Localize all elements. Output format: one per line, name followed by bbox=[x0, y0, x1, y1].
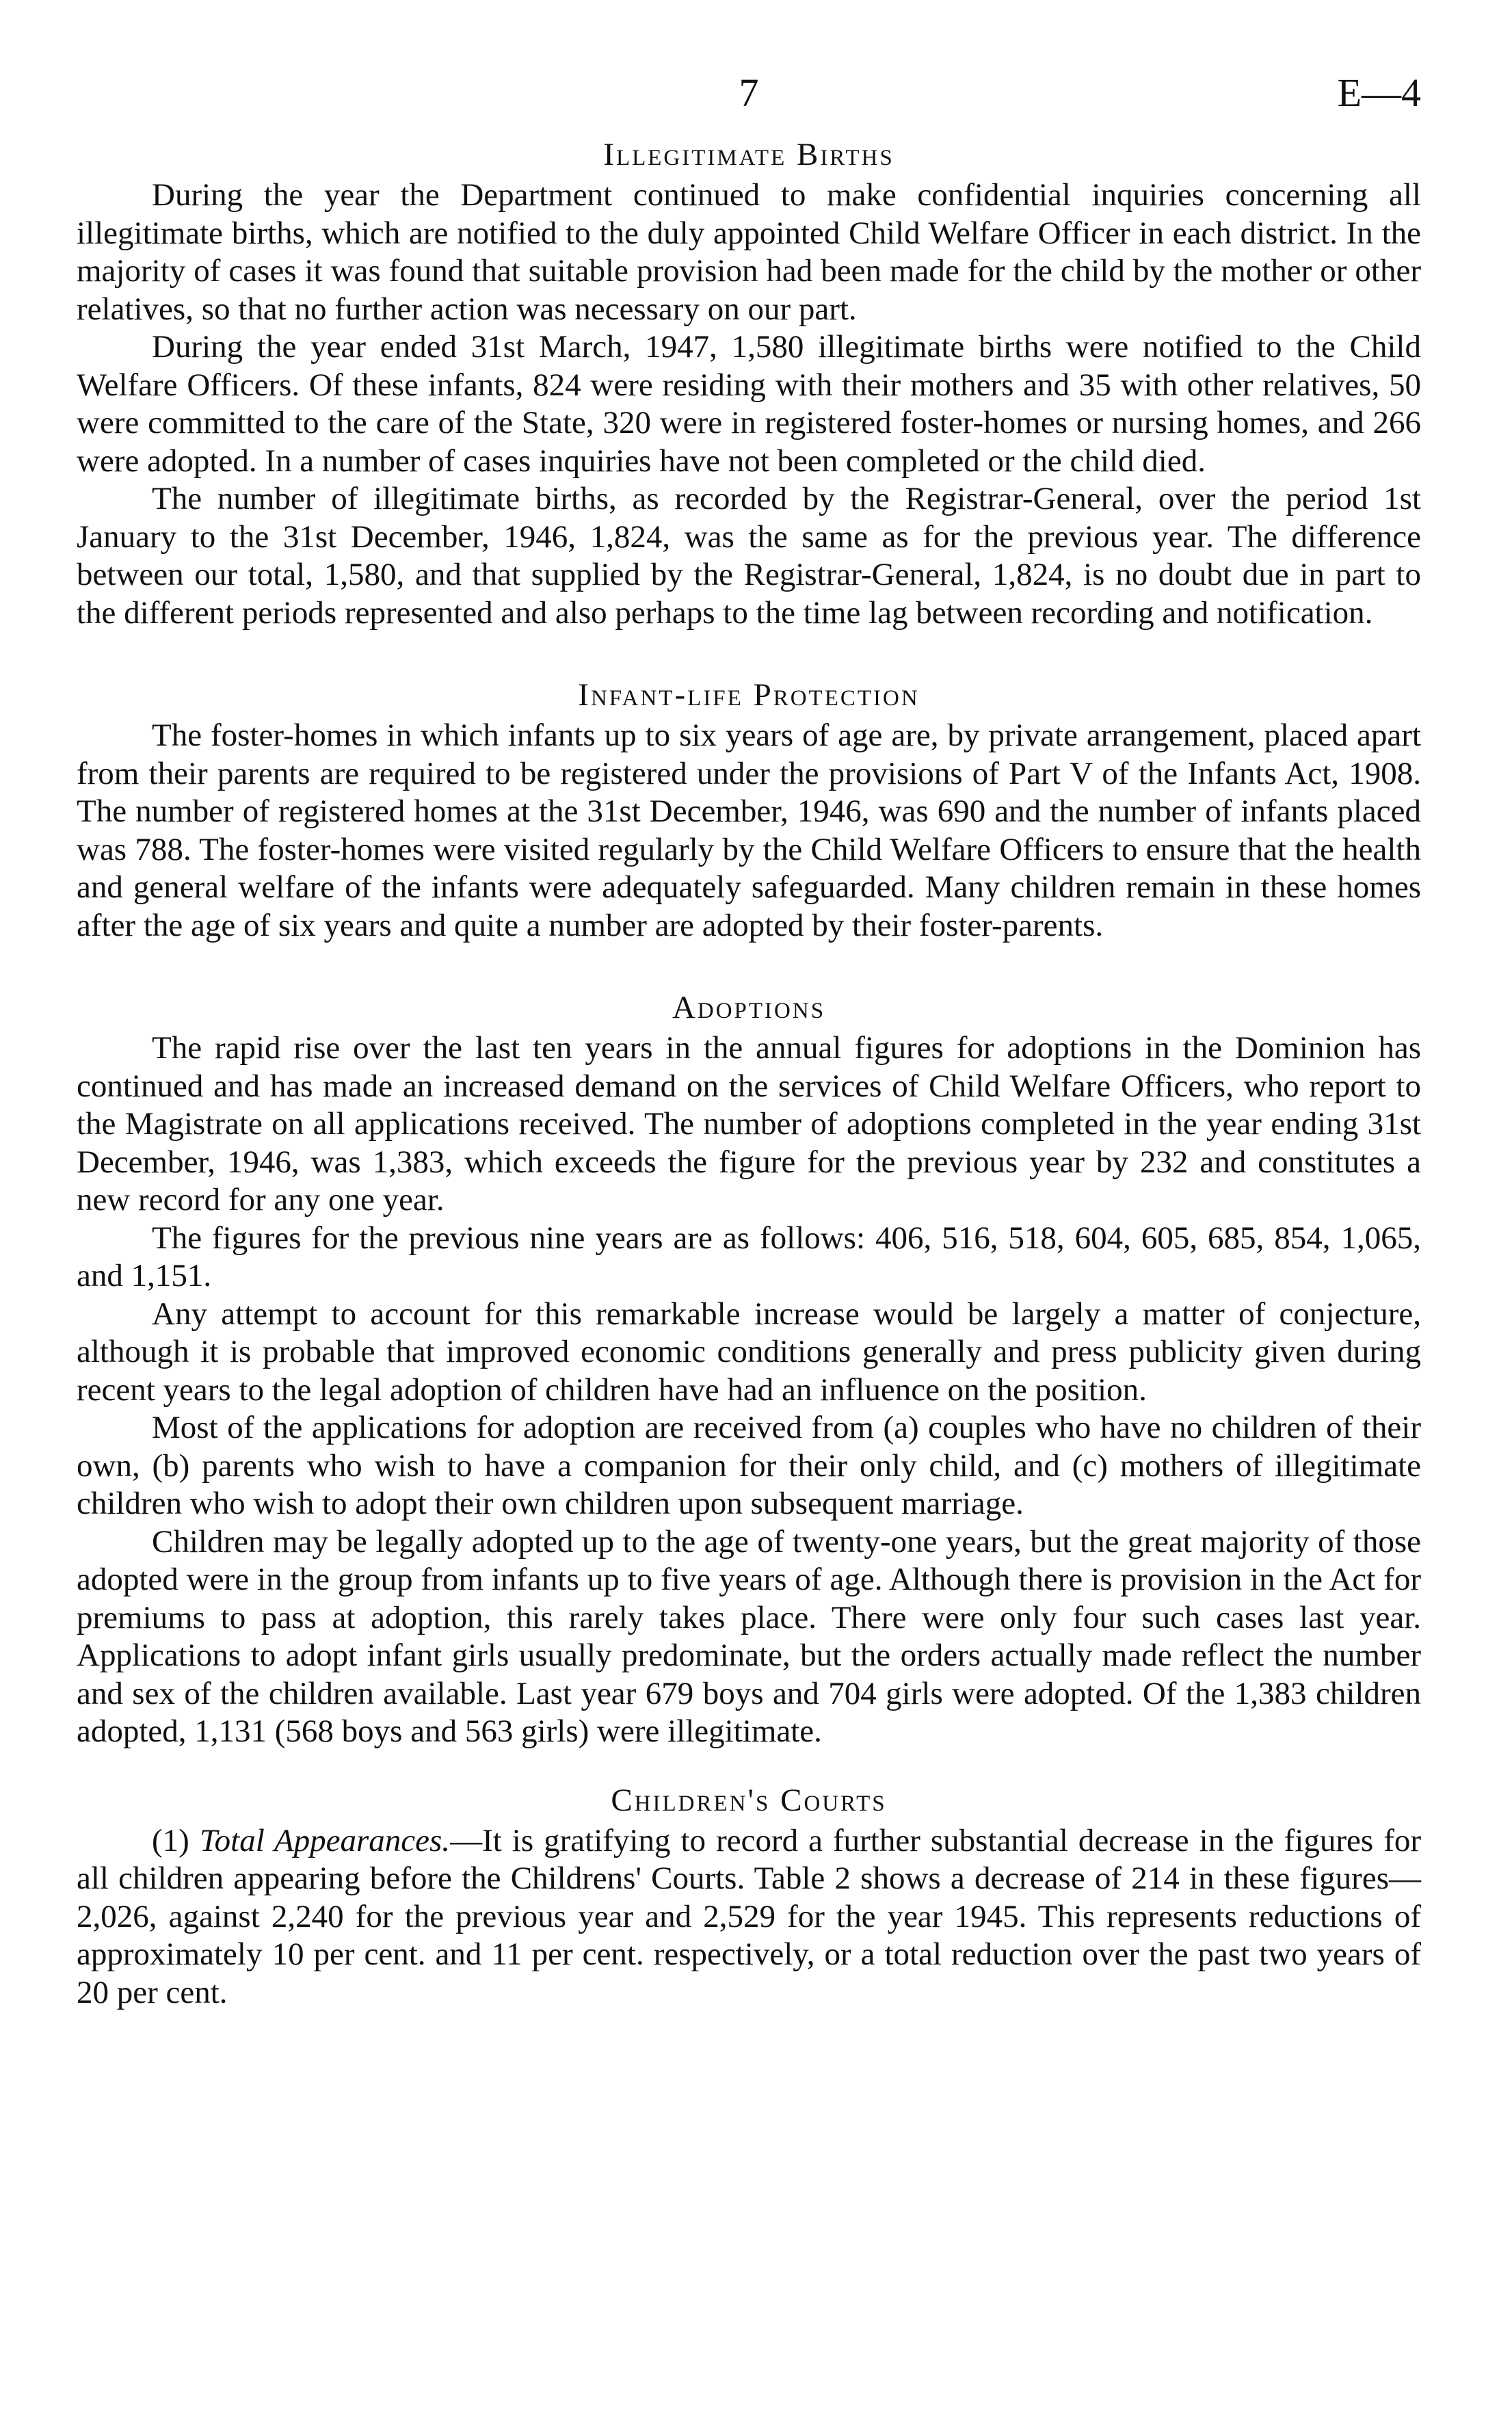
section-childrens-courts bbox=[77, 1780, 1421, 2012]
document-page bbox=[77, 66, 1421, 2012]
page-header bbox=[77, 66, 1421, 131]
paragraph-prefix: (1) bbox=[152, 1822, 200, 1858]
section-illegitimate-births bbox=[77, 134, 1421, 632]
paragraph: The foster-homes in which infants up to six years of age are, by private arrangement, placed apart from their parents are required to be registered under the provisions of Part V of the Infants Act, 1908. The number of registered homes at the 31st December, 1946, was 690 and the number of infants placed was 788. The foster-homes were visited regularly by the Child Welfare Officers to ensure that the health and general welfare of the infants were adequately safeguarded. Many children remain in these homes after the age of six years and quite a number are adopted by their foster-parents. bbox=[77, 718, 1421, 943]
paragraph: The figures for the previous nine years are as follows: 406, 516, 518, 604, 605, 685, 854, 1,065, and 1,151. bbox=[77, 1220, 1421, 1293]
paragraph-text: —It is gratifying to record a further substantial decrease in the figures for all children appearing before the Childrens' Courts. Table 2 shows a decrease of 214 in these figures—2,026, against 2,240 for the previous year and 2,529 for the year 1945. This represents reductions of approximately 10 per cent. and 11 per cent. respectively, or a total reduction over the past two years of 20 per cent. bbox=[77, 1822, 1421, 2010]
paragraph: During the year the Department continued to make confidential inquiries concerning all illegitimate births, which are notified to the duly appointed Child Welfare Officer in each district. In the majority of cases it was found that suitable provision had been made for the child by the mother or other relatives, so that no further action was necessary on our part. bbox=[77, 177, 1421, 327]
section-heading: Illegitimate Births bbox=[603, 137, 894, 172]
section-adoptions bbox=[77, 987, 1421, 1751]
paragraph: Most of the applications for adoption are received from (a) couples who have no children of their own, (b) parents who wish to have a companion for their only child, and (c) mothers of illegitimate children who wish to adopt their own children upon subsequent marriage. bbox=[77, 1410, 1421, 1521]
section-heading: Children's Courts bbox=[611, 1782, 887, 1818]
paragraph bbox=[77, 1822, 1421, 2012]
page-number: 7 bbox=[739, 70, 759, 115]
section-infant-life-protection bbox=[77, 674, 1421, 945]
paragraph: The number of illegitimate births, as recorded by the Registrar-General, over the period 1st January to the 31st December, 1946, 1,824, was the same as for the previous year. The difference between our total, 1,580, and that supplied by the Registrar-General, 1,824, is no doubt due in part to the different periods represented and also perhaps to the time lag between recording and notification. bbox=[77, 481, 1421, 631]
series-code: E—4 bbox=[1337, 70, 1421, 115]
section-heading: Infant-life Protection bbox=[578, 677, 920, 713]
section-heading: Adoptions bbox=[672, 990, 826, 1025]
paragraph: Any attempt to account for this remarkable increase would be largely a matter of conjecture, although it is probable that improved economic conditions generally and press publicity given during recent years to the legal adoption of children have had an influence on the position. bbox=[77, 1296, 1421, 1408]
paragraph: Children may be legally adopted up to the age of twenty-one years, but the great majority of those adopted were in the group from infants up to five years of age. Although there is provision in the Act for premiums to pass at adoption, this rarely takes place. There were only four such cases last year. Applications to adopt infant girls usually predominate, but the orders actually made reflect the number and sex of the children available. Last year 679 boys and 704 girls were adopted. Of the 1,383 children adopted, 1,131 (568 boys and 563 girls) were illegitimate. bbox=[77, 1523, 1421, 1749]
paragraph: The rapid rise over the last ten years in the annual figures for adoptions in the Dominion has continued and has made an increased demand on the services of Child Welfare Officers, who report to the Magistrate on all applications received. The number of adoptions completed in the year ending 31st December, 1946, was 1,383, which exceeds the figure for the previous year by 232 and constitutes a new record for any one year. bbox=[77, 1030, 1421, 1218]
paragraph: During the year ended 31st March, 1947, 1,580 illegitimate births were notified to the Child Welfare Officers. Of these infants, 824 were residing with their mothers and 35 with other relatives, 50 were committed to the care of the State, 320 were in registered foster-homes or nursing homes, and 266 were adopted. In a number of cases inquiries have not been completed or the child died. bbox=[77, 329, 1421, 479]
paragraph-run-in-title: Total Appearances. bbox=[199, 1822, 451, 1858]
